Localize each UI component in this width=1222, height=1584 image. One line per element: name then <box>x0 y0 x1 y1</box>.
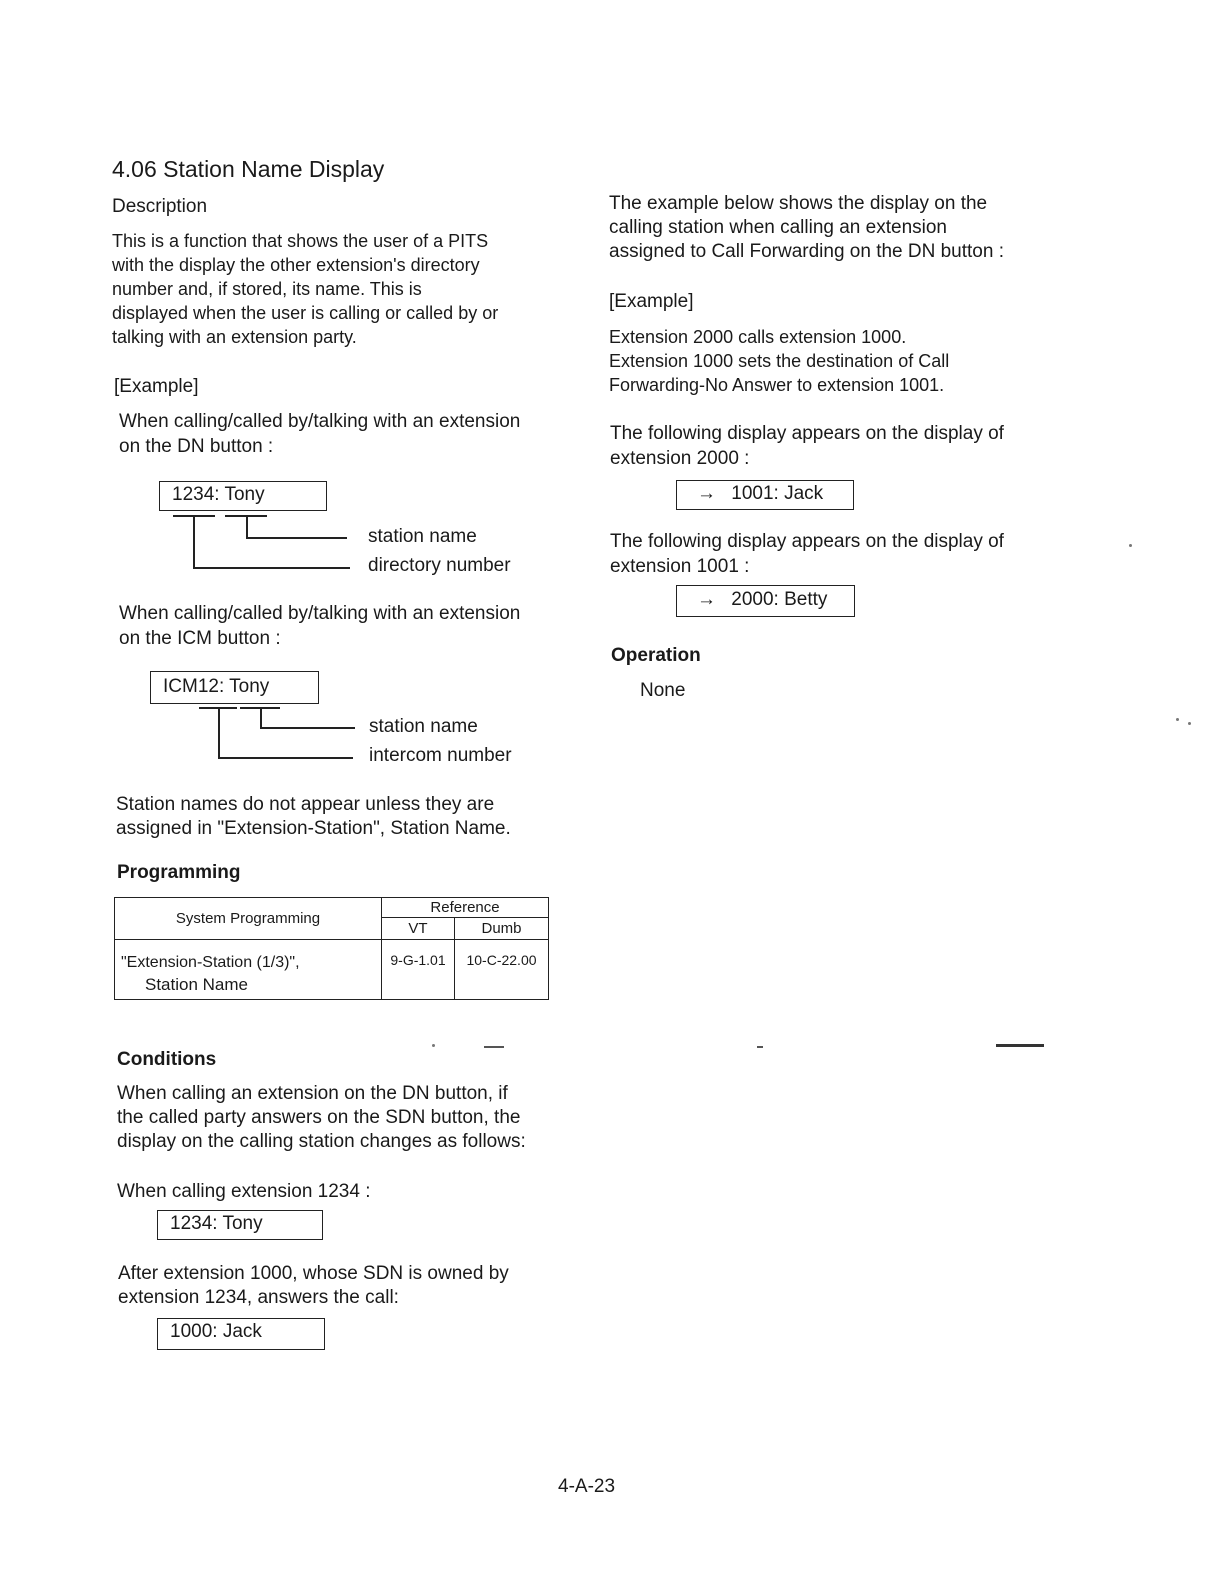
calling-display-text: 1234: Tony <box>170 1213 263 1234</box>
after-display-box <box>157 1318 325 1350</box>
col-dumb: Dumb <box>455 918 549 940</box>
icm-station-name-label: station name <box>369 716 478 737</box>
display1-intro-line-2: extension 2000 : <box>610 448 750 469</box>
col-system-programming: System Programming <box>115 898 382 940</box>
conditions-heading: Conditions <box>117 1049 217 1070</box>
row-system-programming <box>115 940 382 1000</box>
icm-intercom-number-label: intercom number <box>369 745 512 766</box>
operation-text: None <box>640 680 686 701</box>
scan-dot <box>1188 722 1191 725</box>
row-dumb-ref: 10-C-22.00 <box>455 940 549 1000</box>
col-reference: Reference <box>382 898 549 918</box>
description-line-2: with the display the other extension's directory <box>112 255 480 275</box>
icm-name-stem <box>260 708 262 728</box>
icm-intro-line-2: on the ICM button : <box>119 628 281 649</box>
icm-number-leader <box>218 757 353 759</box>
right-intro-line-3: assigned to Call Forwarding on the DN button : <box>609 241 1004 262</box>
operation-heading: Operation <box>611 645 701 666</box>
dn-number-leader <box>193 567 350 569</box>
description-line-1: This is a function that shows the user of a PITS <box>112 231 489 251</box>
right-example-line-1: Extension 2000 calls extension 1000. <box>609 327 907 347</box>
conditions-line-3: display on the calling station changes as follows: <box>117 1131 526 1152</box>
dn-name-stem <box>246 516 248 538</box>
after-line-1: After extension 1000, whose SDN is owned by <box>118 1263 509 1284</box>
dn-station-name-label: station name <box>368 526 477 547</box>
display1-text: 1001: Jack <box>731 483 824 504</box>
note-line-1: Station names do not appear unless they are <box>116 794 495 815</box>
programming-table <box>114 897 549 1000</box>
scan-mark <box>757 1046 763 1048</box>
col-vt: VT <box>382 918 455 940</box>
icm-display-text: ICM12: Tony <box>163 676 270 697</box>
after-line-2: extension 1234, answers the call: <box>118 1287 399 1308</box>
display1-box <box>676 480 854 510</box>
row-vt-ref: 9-G-1.01 <box>382 940 455 1000</box>
example-label: [Example] <box>114 376 199 397</box>
scan-mark <box>996 1044 1044 1047</box>
icm-name-leader <box>260 727 355 729</box>
conditions-line-1: When calling an extension on the DN button, if <box>117 1083 508 1104</box>
description-line-3: number and, if stored, its name. This is <box>112 279 422 299</box>
display2-intro-line-2: extension 1001 : <box>610 556 750 577</box>
programming-heading: Programming <box>117 862 241 883</box>
description-line-4: displayed when the user is calling or called by or <box>112 303 499 323</box>
conditions-line-2: the called party answers on the SDN button, the <box>117 1107 521 1128</box>
calling-label: When calling extension 1234 : <box>117 1181 371 1202</box>
arrow-icon: → <box>697 589 716 610</box>
after-display-text: 1000: Jack <box>170 1321 262 1342</box>
right-intro-line-1: The example below shows the display on the <box>609 193 988 214</box>
scan-dot <box>1129 544 1132 547</box>
scan-mark <box>484 1046 504 1048</box>
table-row <box>115 940 549 1000</box>
icm-intro-line-1: When calling/called by/talking with an extension <box>119 603 521 624</box>
dn-intro-line-2: on the DN button : <box>119 436 274 457</box>
right-example-line-3: Forwarding-No Answer to extension 1001. <box>609 375 945 395</box>
dn-intro-line-1: When calling/called by/talking with an extension <box>119 411 521 432</box>
note-line-2: assigned in "Extension-Station", Station Name. <box>116 818 511 839</box>
arrow-icon: → <box>697 483 716 504</box>
display1-intro-line-1: The following display appears on the display of <box>610 423 1004 444</box>
row-name-line-2: Station Name <box>145 975 248 994</box>
description-heading: Description <box>112 196 208 217</box>
dn-directory-number-label: directory number <box>368 555 511 576</box>
icm-display-box <box>150 671 319 704</box>
icm-number-stem <box>218 708 220 758</box>
display2-box <box>676 585 855 617</box>
row-name-line-1: "Extension-Station (1/3)", <box>121 954 300 971</box>
dn-number-stem <box>193 516 195 568</box>
right-intro-line-2: calling station when calling an extension <box>609 217 947 238</box>
scan-dot <box>432 1044 435 1047</box>
calling-display-box <box>157 1210 323 1240</box>
page-number: 4-A-23 <box>558 1476 616 1497</box>
description-line-5: talking with an extension party. <box>112 327 357 347</box>
display2-text: 2000: Betty <box>731 589 828 610</box>
right-example-line-2: Extension 1000 sets the destination of Call <box>609 351 950 371</box>
dn-display-box <box>159 481 327 511</box>
right-example-label: [Example] <box>609 291 694 312</box>
display2-intro-line-1: The following display appears on the display of <box>610 531 1004 552</box>
dn-display-text: 1234: Tony <box>172 484 265 505</box>
dn-name-leader <box>246 537 347 539</box>
scan-dot <box>1176 718 1179 721</box>
section-title: 4.06 Station Name Display <box>112 156 385 182</box>
